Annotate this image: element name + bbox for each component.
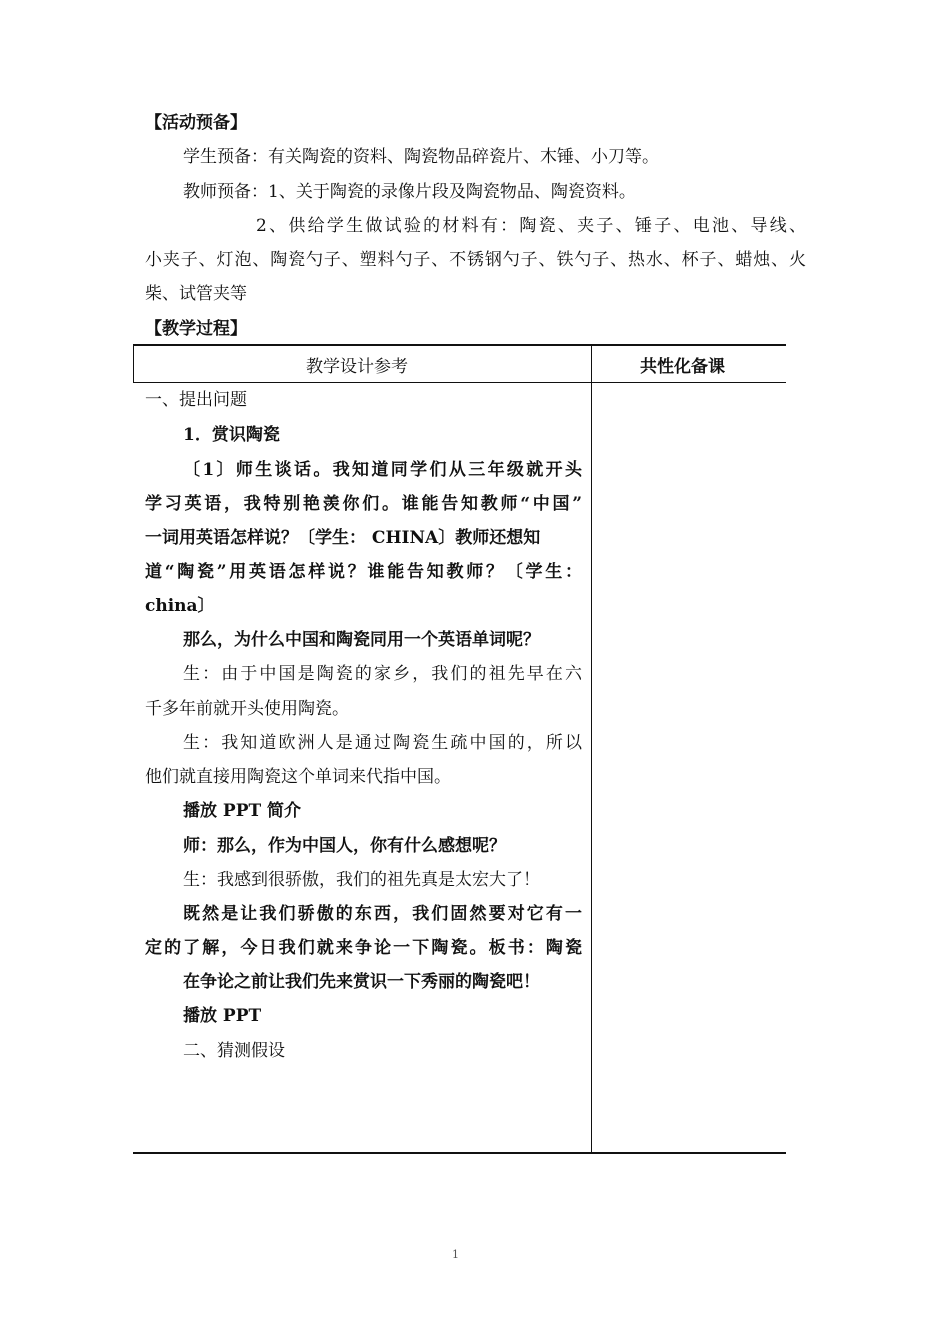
table-line: 在争论之前让我们先来赏识一下秀丽的陶瓷吧！ — [183, 972, 540, 992]
table-column-divider — [591, 344, 592, 1153]
table-line: 定的了解，今日我们就来争论一下陶瓷。板书：陶瓷 — [145, 938, 582, 958]
table-line: 〔1〕师生谈话。我知道同学们从三年级就开头 — [183, 460, 582, 480]
table-line: 播放 PPT — [183, 1006, 262, 1026]
prep-materials-line1: 2、供给学生做试验的材料有：陶瓷、夹子、锤子、电池、导线、 — [256, 216, 806, 236]
page-number: 1 — [452, 1248, 459, 1261]
table-line: 既然是让我们骄傲的东西，我们固然要对它有一 — [183, 904, 582, 924]
table-line: 二、猜测假设 — [183, 1041, 285, 1061]
table-line: 师：那么，作为中国人，你有什么感想呢？ — [183, 836, 506, 856]
table-left-border — [133, 344, 134, 383]
table-line: 一词用英语怎样说？〔学生： CHINA〕教师还想知 — [145, 528, 541, 548]
table-line: 一、提出问题 — [145, 390, 247, 410]
prep-materials-line3: 柴、试管夹等 — [145, 284, 247, 304]
column-header-design: 教学设计参考 — [306, 357, 408, 377]
table-line: 生：我知道欧洲人是通过陶瓷生疏中国的，所以 — [183, 733, 582, 753]
table-line: 播放 PPT 简介 — [183, 801, 302, 821]
table-line: 学习英语，我特别艳羡你们。谁能告知教师“中国” — [145, 494, 582, 514]
table-line: 生：我感到很骄傲，我们的祖先真是太宏大了！ — [183, 870, 540, 890]
table-line: china〕 — [145, 596, 215, 616]
process-heading: 【教学过程】 — [145, 319, 247, 339]
prep-materials-line2: 小夹子、灯泡、陶瓷勺子、塑料勺子、不锈钢勺子、铁勺子、热水、杯子、蜡烛、火 — [145, 250, 806, 270]
table-line: 他们就直接用陶瓷这个单词来代指中国。 — [145, 767, 451, 787]
table-line: 那么，为什么中国和陶瓷同用一个英语单词呢？ — [183, 630, 540, 650]
table-top-border — [133, 344, 786, 346]
table-line: 1．赏识陶瓷 — [183, 425, 280, 445]
table-header-divider — [133, 382, 786, 383]
prep-heading: 【活动预备】 — [145, 113, 247, 133]
prep-student: 学生预备：有关陶瓷的资料、陶瓷物品碎瓷片、木锤、小刀等。 — [183, 147, 659, 167]
prep-teacher: 教师预备：1、关于陶瓷的录像片段及陶瓷物品、陶瓷资料。 — [183, 182, 636, 202]
table-line: 千多年前就开头使用陶瓷。 — [145, 699, 349, 719]
table-line: 生：由于中国是陶瓷的家乡，我们的祖先早在六 — [183, 664, 582, 684]
column-header-personal: 共性化备课 — [640, 357, 725, 377]
table-bottom-border — [133, 1152, 786, 1154]
table-line: 道“陶瓷”用英语怎样说？谁能告知教师？〔学生： — [145, 562, 582, 582]
